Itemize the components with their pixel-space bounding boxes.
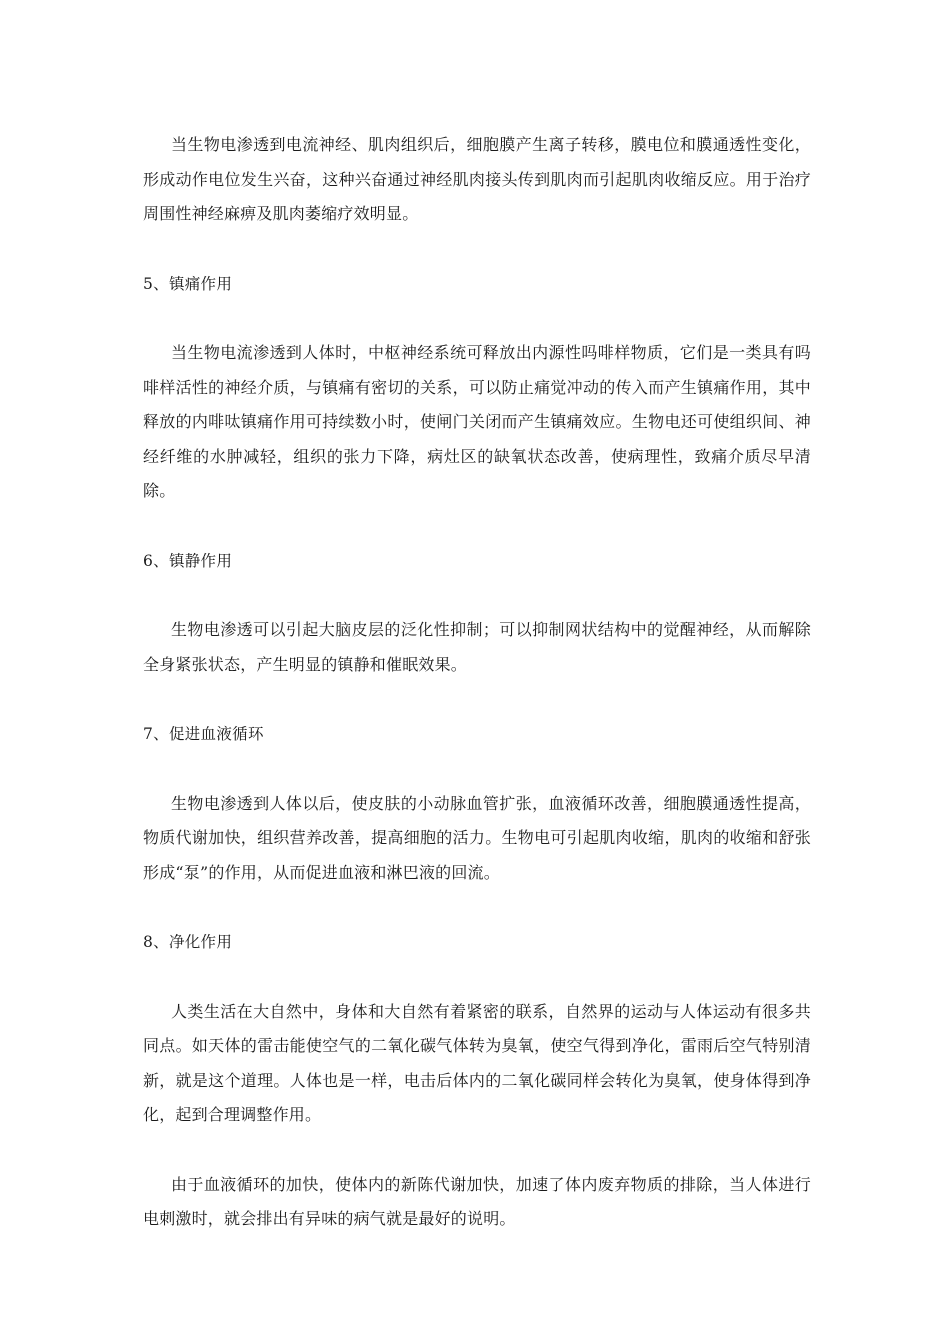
- paragraph-sedative: 生物电渗透可以引起大脑皮层的泛化性抑制；可以抑制网状结构中的觉醒神经，从而解除全身紧张状态，产生明显的镇静和催眠效果。: [143, 620, 811, 674]
- spacer: [143, 301, 811, 336]
- document-body: [143, 128, 811, 1237]
- spacer: [143, 960, 811, 995]
- paragraph-circulation: 生物电渗透到人体以后，使皮肤的小动脉血管扩张，血液循环改善，细胞膜通透性提高，物质代谢加快，组织营养改善，提高细胞的活力。生物电可引起肌肉收缩，肌肉的收缩和舒张形成“泵”的作用，从而促进血液和淋巴液的回流。: [143, 793, 811, 882]
- paragraph-analgesic: 当生物电流渗透到人体时，中枢神经系统可释放出内源性吗啡样物质，它们是一类具有吗啡样活性的神经介质，与镇痛有密切的关系，可以防止痛觉冲动的传入而产生镇痛作用，其中释放的内啡呔镇痛作用可持续数小时，使闸门关闭而产生镇痛效应。生物电还可使组织间、神经纤维的水肿减轻，组织的张力下降，病灶区的缺氧状态改善，使病理性，致痛介质尽早清除。: [143, 343, 811, 500]
- paragraph-muscle-stimulation: 当生物电渗透到电流神经、肌肉组织后，细胞膜产生离子转移，膜电位和膜通透性变化，形成动作电位发生兴奋，这种兴奋通过神经肌肉接头传到肌肉而引起肌肉收缩反应。用于治疗周围性神经麻痹及肌肉萎缩疗效明显。: [143, 135, 811, 223]
- section-heading-analgesic: 5、镇痛作用: [143, 274, 233, 293]
- spacer: [143, 752, 811, 787]
- section-heading-circulation: 7、促进血液循环: [143, 725, 264, 743]
- paragraph-metabolism: 由于血液循环的加快，使体内的新陈代谢加快，加速了体内废弃物质的排除，当人体进行电刺激时，就会排出有异味的病气就是最好的说明。: [143, 1174, 811, 1228]
- section-heading-sedative: 6、镇静作用: [143, 551, 233, 570]
- spacer: [143, 232, 811, 267]
- paragraph-purification: 人类生活在大自然中，身体和大自然有着紧密的联系，自然界的运动与人体运动有很多共同点。如天体的雷击能使空气的二氧化碳气体转为臭氧，使空气得到净化，雷雨后空气特别清新，就是这个道理。人体也是一样，电击后体内的二氧化碳同样会转化为臭氧，使身体得到净化，起到合理调整作用。: [143, 1001, 811, 1124]
- section-heading-purification: 8、净化作用: [143, 933, 233, 951]
- spacer: [143, 578, 811, 613]
- spacer: [143, 682, 811, 717]
- spacer: [143, 1133, 811, 1168]
- spacer: [143, 509, 811, 544]
- spacer: [143, 890, 811, 925]
